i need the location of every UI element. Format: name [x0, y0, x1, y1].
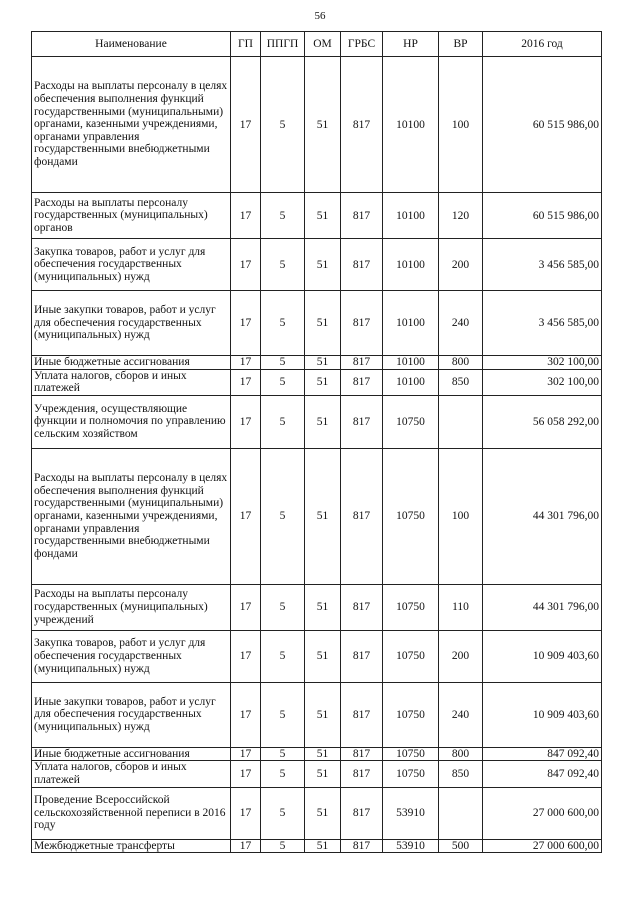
row-gp: 17: [231, 369, 261, 395]
row-grbs: 817: [341, 787, 383, 839]
row-name: Межбюджетные трансферты: [32, 839, 231, 853]
header-name: Наименование: [32, 32, 231, 57]
row-ppgp: 5: [261, 448, 305, 584]
row-amount: 302 100,00: [483, 356, 602, 370]
row-grbs: 817: [341, 839, 383, 853]
row-om: 51: [305, 839, 341, 853]
budget-table: [31, 31, 602, 853]
row-ppgp: 5: [261, 369, 305, 395]
row-name: Расходы на выплаты персоналу в целях обеспечения выполнения функций государственными (муниципальными) органами, казенными учреждениями, органами управления государственными внебюджетными фондами: [32, 57, 231, 193]
row-amount: 44 301 796,00: [483, 584, 602, 630]
table-row: [32, 839, 602, 853]
row-gp: 17: [231, 57, 261, 193]
row-vr: 200: [439, 239, 483, 291]
table-row: [32, 747, 602, 761]
row-om: 51: [305, 356, 341, 370]
row-gp: 17: [231, 395, 261, 448]
row-grbs: 817: [341, 630, 383, 682]
row-gp: 17: [231, 291, 261, 356]
row-vr: 500: [439, 839, 483, 853]
row-name: Иные бюджетные ассигнования: [32, 747, 231, 761]
row-nr: 10100: [383, 356, 439, 370]
row-gp: 17: [231, 584, 261, 630]
row-nr: 53910: [383, 839, 439, 853]
row-gp: 17: [231, 448, 261, 584]
header-row: [32, 32, 602, 57]
row-grbs: 817: [341, 584, 383, 630]
row-gp: 17: [231, 787, 261, 839]
row-name: Уплата налогов, сборов и иных платежей: [32, 369, 231, 395]
row-om: 51: [305, 630, 341, 682]
row-amount: 60 515 986,00: [483, 193, 602, 239]
table-row: [32, 448, 602, 584]
header-om: ОМ: [305, 32, 341, 57]
row-grbs: 817: [341, 448, 383, 584]
row-amount: 847 092,40: [483, 761, 602, 787]
row-vr: 100: [439, 448, 483, 584]
header-2016: 2016 год: [483, 32, 602, 57]
row-ppgp: 5: [261, 356, 305, 370]
row-nr: 10750: [383, 395, 439, 448]
row-name: Расходы на выплаты персоналу государственных (муниципальных) учреждений: [32, 584, 231, 630]
row-amount: 302 100,00: [483, 369, 602, 395]
row-vr: [439, 787, 483, 839]
row-om: 51: [305, 584, 341, 630]
row-grbs: 817: [341, 239, 383, 291]
row-amount: 27 000 600,00: [483, 787, 602, 839]
row-om: 51: [305, 761, 341, 787]
row-ppgp: 5: [261, 630, 305, 682]
row-ppgp: 5: [261, 761, 305, 787]
row-gp: 17: [231, 630, 261, 682]
row-nr: 10750: [383, 584, 439, 630]
table-row: [32, 193, 602, 239]
row-vr: 110: [439, 584, 483, 630]
row-vr: 100: [439, 57, 483, 193]
row-nr: 10100: [383, 291, 439, 356]
row-vr: 850: [439, 761, 483, 787]
row-gp: 17: [231, 747, 261, 761]
row-ppgp: 5: [261, 57, 305, 193]
row-name: Закупка товаров, работ и услуг для обеспечения государственных (муниципальных) нужд: [32, 630, 231, 682]
row-om: 51: [305, 747, 341, 761]
row-ppgp: 5: [261, 839, 305, 853]
row-grbs: 817: [341, 682, 383, 747]
row-om: 51: [305, 57, 341, 193]
row-gp: 17: [231, 839, 261, 853]
row-gp: 17: [231, 239, 261, 291]
row-vr: 800: [439, 356, 483, 370]
row-om: 51: [305, 395, 341, 448]
row-gp: 17: [231, 356, 261, 370]
row-name: Расходы на выплаты персоналу государственных (муниципальных) органов: [32, 193, 231, 239]
row-nr: 10750: [383, 448, 439, 584]
row-nr: 10100: [383, 57, 439, 193]
row-vr: 240: [439, 682, 483, 747]
row-vr: 800: [439, 747, 483, 761]
row-amount: 847 092,40: [483, 747, 602, 761]
row-gp: 17: [231, 761, 261, 787]
row-ppgp: 5: [261, 787, 305, 839]
row-amount: 27 000 600,00: [483, 839, 602, 853]
row-ppgp: 5: [261, 291, 305, 356]
table-row: [32, 57, 602, 193]
row-nr: 53910: [383, 787, 439, 839]
row-amount: 44 301 796,00: [483, 448, 602, 584]
row-grbs: 817: [341, 291, 383, 356]
row-name: Закупка товаров, работ и услуг для обеспечения государственных (муниципальных) нужд: [32, 239, 231, 291]
row-name: Уплата налогов, сборов и иных платежей: [32, 761, 231, 787]
row-vr: [439, 395, 483, 448]
row-ppgp: 5: [261, 193, 305, 239]
row-nr: 10100: [383, 193, 439, 239]
row-grbs: 817: [341, 761, 383, 787]
table-row: [32, 369, 602, 395]
row-amount: 60 515 986,00: [483, 57, 602, 193]
row-amount: 10 909 403,60: [483, 682, 602, 747]
row-ppgp: 5: [261, 239, 305, 291]
row-name: Иные закупки товаров, работ и услуг для обеспечения государственных (муниципальных) нужд: [32, 682, 231, 747]
row-vr: 240: [439, 291, 483, 356]
row-om: 51: [305, 448, 341, 584]
row-om: 51: [305, 682, 341, 747]
row-om: 51: [305, 193, 341, 239]
table-row: [32, 630, 602, 682]
row-grbs: 817: [341, 193, 383, 239]
row-amount: 56 058 292,00: [483, 395, 602, 448]
table-row: [32, 787, 602, 839]
page-number: 56: [314, 10, 326, 22]
table-row: [32, 356, 602, 370]
row-nr: 10100: [383, 369, 439, 395]
table-row: [32, 682, 602, 747]
table-row: [32, 761, 602, 787]
header-grbs: ГРБС: [341, 32, 383, 57]
table-row: [32, 584, 602, 630]
row-vr: 120: [439, 193, 483, 239]
row-om: 51: [305, 787, 341, 839]
row-grbs: 817: [341, 356, 383, 370]
row-om: 51: [305, 369, 341, 395]
row-grbs: 817: [341, 395, 383, 448]
row-nr: 10750: [383, 761, 439, 787]
row-name: Учреждения, осуществляющие функции и полномочия по управлению сельским хозяйством: [32, 395, 231, 448]
header-gp: ГП: [231, 32, 261, 57]
row-name: Расходы на выплаты персоналу в целях обеспечения выполнения функций государственными (муниципальными) органами, казенными учреждениями, органами управления государственными внебюджетными фондами: [32, 448, 231, 584]
row-grbs: 817: [341, 369, 383, 395]
row-ppgp: 5: [261, 395, 305, 448]
row-grbs: 817: [341, 747, 383, 761]
row-gp: 17: [231, 193, 261, 239]
header-nr: НР: [383, 32, 439, 57]
row-vr: 850: [439, 369, 483, 395]
row-gp: 17: [231, 682, 261, 747]
header-vr: ВР: [439, 32, 483, 57]
row-ppgp: 5: [261, 682, 305, 747]
row-nr: 10750: [383, 682, 439, 747]
row-amount: 10 909 403,60: [483, 630, 602, 682]
row-amount: 3 456 585,00: [483, 239, 602, 291]
row-om: 51: [305, 291, 341, 356]
table-row: [32, 239, 602, 291]
row-om: 51: [305, 239, 341, 291]
table-row: [32, 395, 602, 448]
header-ppgp: ППГП: [261, 32, 305, 57]
row-grbs: 817: [341, 57, 383, 193]
row-name: Иные бюджетные ассигнования: [32, 356, 231, 370]
table-row: [32, 291, 602, 356]
row-name: Проведение Всероссийской сельскохозяйственной переписи в 2016 году: [32, 787, 231, 839]
row-name: Иные закупки товаров, работ и услуг для обеспечения государственных (муниципальных) нужд: [32, 291, 231, 356]
row-ppgp: 5: [261, 584, 305, 630]
row-nr: 10750: [383, 747, 439, 761]
row-nr: 10100: [383, 239, 439, 291]
row-vr: 200: [439, 630, 483, 682]
row-amount: 3 456 585,00: [483, 291, 602, 356]
row-nr: 10750: [383, 630, 439, 682]
row-ppgp: 5: [261, 747, 305, 761]
